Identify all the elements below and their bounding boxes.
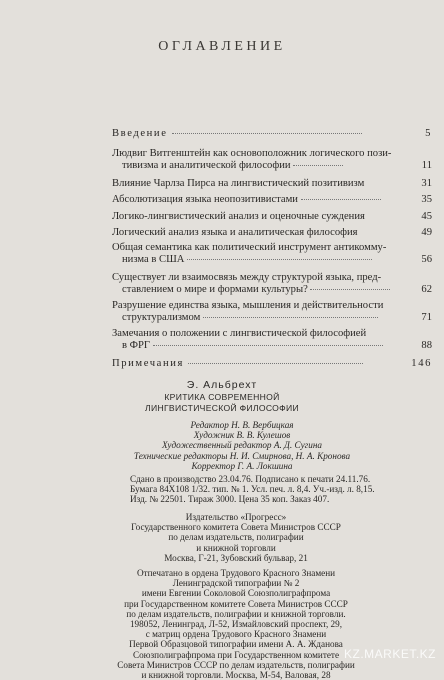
toc-title: ОГЛАВЛЕНИЕ [158,39,286,54]
imprint-block: Сдано в производство 23.04.76. Подписано к печати 24.11.76. Бумага 84X108 1/32. тип. № 1. Усл. печ. л. 8,4. Уч.-изд. л. 8,15. Изд. № 22501. Тираж 3000. Цена 35 коп. Заказ 407. [130,474,375,505]
toc-entry: Общая семантика как политический инструмент антикомму- низма в США 56 [112,242,432,265]
toc-page-number: 31 [421,178,432,189]
toc-page-number: 49 [421,227,432,238]
toc-page-number: 62 [421,284,432,295]
toc-page-number: 45 [421,211,432,222]
toc-entry: Логический анализ языка и аналитическая философия 49 [112,227,432,238]
watermark-logo: KZ.MARKET.KZ [343,647,436,661]
toc-entry: Логико-лингвистический анализ и оценочные суждения 45 [112,211,432,222]
toc-page-number: 11 [421,160,432,171]
book-title: КРИТИКА СОВРЕМЕННОЙ ЛИНГВИСТИЧЕСКОЙ ФИЛОСОФИИ [145,392,299,413]
toc-entry: Разрушение единства языка, мышления и действительности структурализмом 71 [112,300,432,323]
toc-entry: Влияние Чарлза Пирса на лингвистический позитивизм 31 [112,178,432,189]
printer-block: Отпечатано в ордена Трудового Красного Знамени Ленинградской типографии № 2 имени Евгении Соколовой Союзполиграфпрома при Государственном комитете Совета Министров СССР по делам издательств, полиграфии и книжной торговли. 198052, Ленинград, Л-52, Измайловский проспект, 29, с матриц ордена Трудового Красного Знамени Первой Образцовой типографии имени А. А. Жданова Союзполиграфпрома при Государственном комитете Совета Министров СССР по делам издательств, полиграфии и книжной торговли. Москва, М-54, Валовая, 28 [117,568,355,680]
author-name: Э. Альбрехт [186,379,258,391]
toc-entry: Замечания о положении с лингвистической философией в ФРГ 88 [112,328,432,351]
toc-entry: Введение 5 [112,128,432,139]
editors-block: Редактор Н. В. Вербицкая Художник В. В. Кулешов Художественный редактор А. Д. Сугина Технические редакторы Н. И. Смирнова, Н. А. Кронова Корректор Г. А. Локшина [133,420,351,471]
publisher-block: Издательство «Прогресс» Государственного комитета Совета Министров СССР по делам издательств, полиграфии и книжной торговли Москва, Г-21, Зубовский бульвар, 21 [131,512,341,563]
toc-page-number: 71 [421,312,432,323]
toc-page-number: 35 [421,194,432,205]
toc-entry: Людвиг Витгенштейн как основоположник логического пози- тивизма и аналитической философии 11 [112,148,432,171]
toc-page-number: 88 [421,340,432,351]
toc-page-number: 5 [425,128,432,139]
toc-page-number: 146 [411,358,432,369]
toc-entry: Примечания 146 [112,358,432,369]
toc-entry: Существует ли взаимосвязь между структурой языка, пред- ставлением о мире и формами культуры? 62 [112,272,432,295]
toc-page-number: 56 [421,254,432,265]
toc-entry: Абсолютизация языка неопозитивистами 35 [112,194,432,205]
